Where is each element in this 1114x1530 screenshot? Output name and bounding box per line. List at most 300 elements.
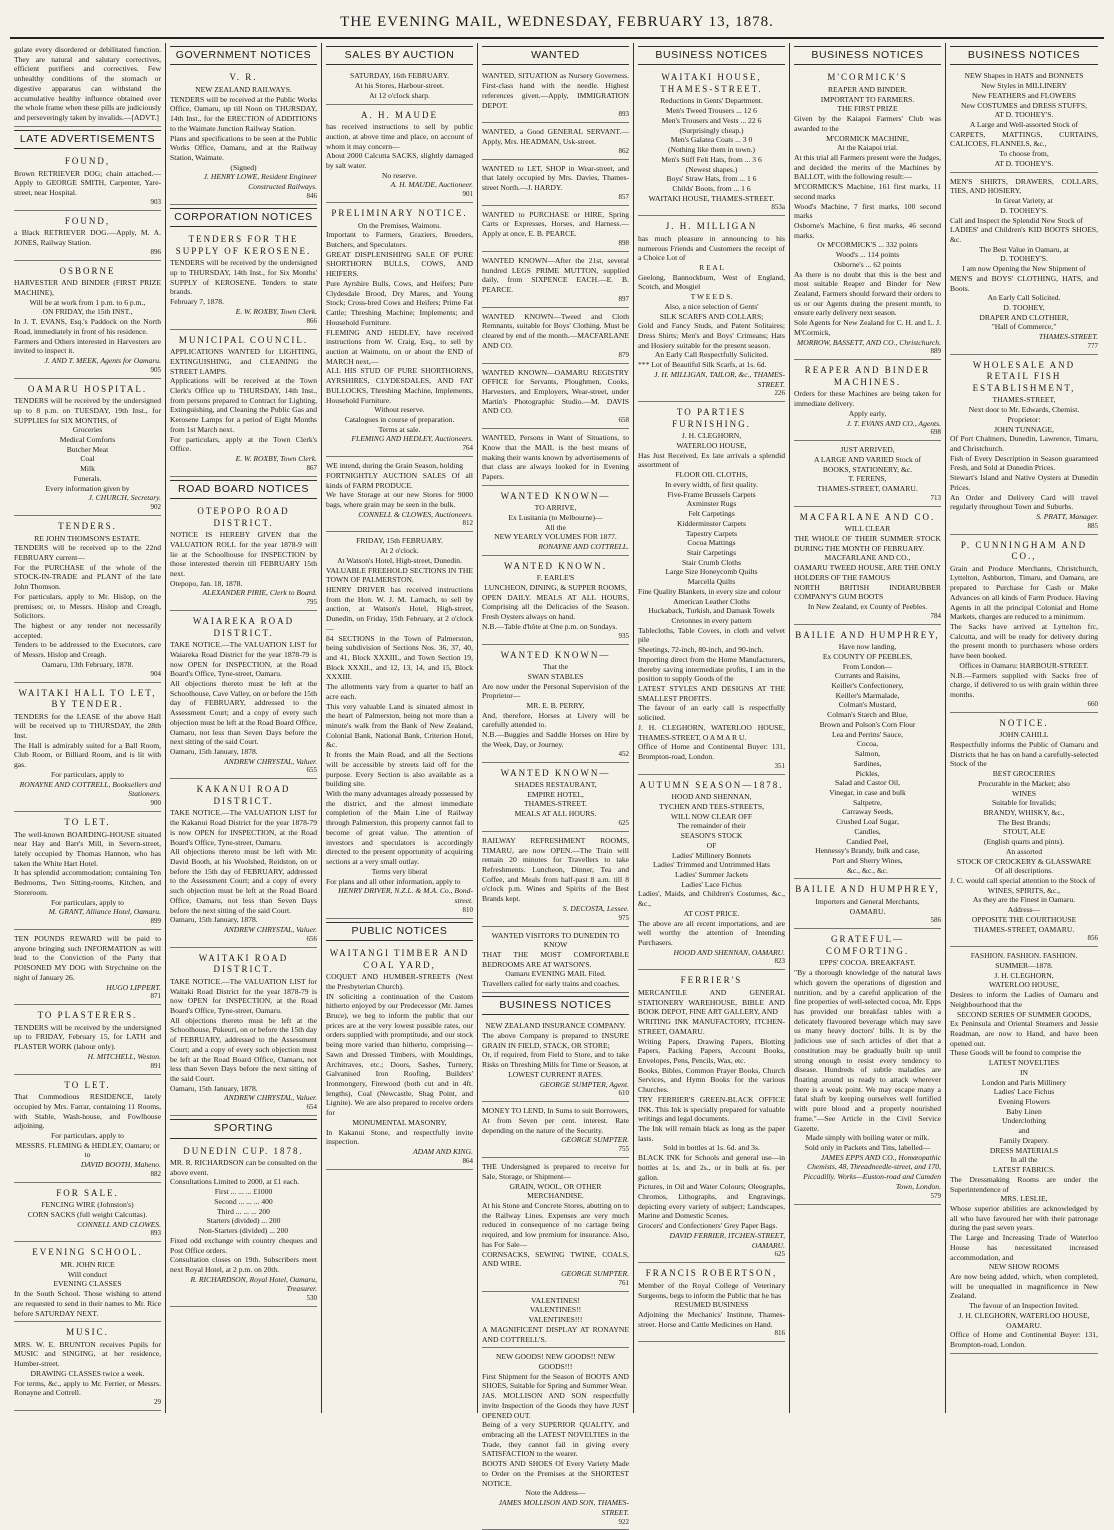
ad-text-line: At his Stores, Harbour-street.	[354, 81, 445, 91]
ad-text-line: SATURDAY, 16th FEBRUARY.	[349, 71, 450, 81]
ad-text-line: SECOND SERIES OF SUMMER GOODS,	[957, 1009, 1091, 1019]
ad-text-line: In Great Variety, at	[995, 196, 1053, 206]
ad-text-line: WATERLOO HOUSE,	[676, 441, 747, 451]
ad-text-line: Every information given by	[45, 483, 130, 493]
ad-text-line: A Large and Well-assorted Stock of	[969, 120, 1079, 130]
ad-title: M'CORMICK'S	[827, 72, 908, 83]
ad-text-line: Tapestry Carpets	[685, 528, 738, 538]
ad-text-line: M'CORMICK'S Machine, 161 first marks, 11 second marks	[794, 182, 941, 201]
ad-signature: ANDREW CHRYSTAL, Valuer.	[224, 1093, 317, 1103]
advertisement	[638, 218, 785, 402]
advertisement	[326, 69, 473, 104]
ad-text-line: Funerals.	[73, 473, 102, 483]
ad-text-line: WANTED KNOWN—OAMARU REGISTRY OFFICE for Servants, Ploughmen, Cooks, Harvesters, and Employers, Wear-street, under Martin's Photographic Studio.—M. DAVIS AND CO.	[482, 367, 629, 416]
ad-signature: E. W. ROXBY, Town Clerk.	[235, 306, 317, 316]
ad-text-line: GREAT DISPLENISHING SALE OF PURE SHORTHORN BULLS, COWS, AND HEIFERS.	[326, 249, 473, 279]
ad-number: 816	[774, 1329, 785, 1338]
ad-title: WANTED KNOWN—	[500, 767, 611, 778]
ad-signature: HUGO LIPPERT.	[106, 982, 161, 992]
ad-text-line: MEALS AT ALL HOURS.	[514, 809, 597, 819]
column-2	[166, 43, 322, 1413]
ad-text-line: JOHN TUNNAGE,	[994, 424, 1054, 434]
ad-number: 658	[618, 416, 629, 425]
ad-text-line: Made simply with boiling water or milk.	[805, 1133, 930, 1143]
advertisement	[794, 931, 941, 1204]
ad-text-line: NOTICE IS HEREBY GIVEN that the VALUATION ROLL for the year 1878-9 will lie at the Schoolhouse for INSPECTION by those interested therein till FEBRUARY 15th next.	[170, 530, 317, 578]
advertisement	[170, 503, 317, 611]
ad-text-line: To choose from,	[999, 149, 1049, 159]
ad-number: 862	[618, 146, 629, 155]
ad-text-line: JAS. MOLLISON AND SON respectfully invite Inspection of the Goods they have JUST OPENED OUT.	[482, 1391, 629, 1420]
ad-text-line: The Sacks have arrived at Lyttelton frc, Calcutta, and will be ready for delivery during the present month to purchasers whose orders have been booked.	[950, 621, 1098, 661]
advertisement	[14, 1077, 161, 1183]
ad-text-line: WAITAKI HOUSE, THAMES-STREET.	[648, 193, 775, 203]
ad-text-line: Proprietor:	[1007, 414, 1041, 424]
ad-text-line: For plans and all other information, apply to	[326, 876, 461, 886]
ad-text-line: The Dressmaking Rooms are under the Superintendence of	[950, 1174, 1098, 1194]
ad-text-line: As they are the Finest in Oamaru.	[972, 895, 1076, 905]
advertisement	[950, 537, 1098, 713]
ad-text-line: CORN SACKS (full weight Calcuttas).	[27, 1210, 148, 1220]
ad-text-line: Wood's Machine, 7 first marks, 100 second marks	[794, 201, 941, 221]
advertisement	[794, 881, 941, 929]
ad-text-line: Ex COUNTY OF PEEBLES,	[822, 651, 913, 661]
ad-text-line: WANTED to LET, SHOP in Wear-street, and that lately occupied by Mrs. Davies, Thames-street North.—J. HARDY.	[482, 163, 629, 193]
ad-number: 698	[930, 428, 941, 437]
column-4	[478, 43, 634, 1526]
ad-text-line: London and Paris Millinery	[981, 1077, 1067, 1087]
ad-text-line: THAMES-STREET, OAMARU.	[817, 484, 918, 494]
ad-title: KAKANUI ROAD DISTRICT.	[196, 784, 291, 806]
ad-title: DUNEDIN CUP. 1878.	[183, 1145, 304, 1156]
ad-text-line: Gold and Fancy Studs, and Patent Solitaires; Dress Shirts; Men's and Boys' Crimeans; Hats and Hosiery suitable for the present season.	[638, 321, 785, 350]
ad-number: 889	[930, 347, 941, 356]
advertisement	[482, 647, 629, 763]
ad-number: 935	[618, 631, 629, 640]
ad-text-line: WANTED KNOWN—Tweed and Cloth Remnants, suitable for Boys' Clothing. Must be cleared by end of the month.—MACFARLANE AND CO.	[482, 311, 629, 350]
ad-number: 871	[150, 992, 161, 1001]
ad-text-line: Have now landing,	[838, 642, 897, 652]
ad-signature: ALEXANDER PIRIE, Clerk to Board.	[202, 588, 317, 598]
section-heading: ROAD BOARD NOTICES	[170, 480, 317, 499]
ad-title: FOR SALE.	[56, 1187, 119, 1198]
ad-text-line: Keiller's Marmalade,	[835, 690, 900, 700]
ad-text-line: Sole Agents for New Zealand for C. H. and L. J. M'Cormick,	[794, 318, 941, 337]
ad-text-line: At 2 o'clock.	[380, 546, 419, 556]
ad-title: EVENING SCHOOL.	[32, 1247, 143, 1258]
ad-text-line: Milk	[80, 464, 95, 474]
ad-text-line: LOWEST CURRENT RATES.	[508, 1069, 603, 1079]
ad-text-line: FENCING WIRE (Johnston's)	[41, 1200, 134, 1210]
ad-number: 893	[618, 110, 629, 119]
ad-text-line: TEN POUNDS REWARD will be paid to anyone bringing such INFORMATION as will lead to the Conviction of the Party that POISONED MY DOG with Strychnine on the night of January 26.	[14, 933, 161, 982]
ad-text-line: WINES, SPIRITS, &c.,	[987, 885, 1061, 895]
ad-number: 893	[150, 1229, 161, 1238]
ad-text-line: As there is no doubt that this is the best and most suitable Reaper and Binder for New Zealand, Farmers should forward their orders to us or our Agents during the present month, to ensure early delivery next season.	[794, 269, 941, 318]
ad-text-line: Sheetings, 72-inch, 80-inch, and 90-inch.	[638, 645, 764, 655]
advertisement	[482, 366, 629, 430]
advertisement	[638, 1265, 785, 1342]
ad-number: 891	[150, 1061, 161, 1070]
ad-text-line: VALUABLE FREEHOLD SECTIONS IN THE TOWN OF PALMERSTON.	[326, 565, 473, 585]
advertisement	[14, 932, 161, 1005]
ad-text-line: N.B.—Farmers supplied with Sacks free of charge, if delivered to us with grain within three months.	[950, 670, 1098, 700]
ad-text-line: The favour of an early call is respectfully solicited.	[638, 703, 785, 723]
ad-number: 975	[618, 913, 629, 922]
ad-text-line: J. H. CLEGHORN,	[994, 970, 1054, 980]
ad-number: 351	[774, 761, 785, 770]
ad-number: 846	[306, 191, 317, 200]
ad-signature: ANDREW CHRYSTAL, Valuer.	[224, 756, 317, 766]
ad-title: WANTED KNOWN.	[504, 560, 607, 571]
ad-text-line: R E A L	[699, 263, 724, 272]
ad-text-line: Member of the Royal College of Veterinary Surgeons, begs to inform the Public that he has	[638, 1280, 785, 1300]
ad-text-line: Catalogues in course of preparation.	[344, 414, 455, 424]
ad-signature: J. CHURCH, Secretary.	[88, 493, 161, 503]
ad-number: 856	[1087, 934, 1098, 943]
ad-number: 226	[774, 389, 785, 398]
advertisement	[638, 69, 785, 216]
ad-text-line: In Kakanui Stone, and respectfully invite inspection.	[326, 1127, 473, 1147]
advertisement	[482, 431, 629, 486]
advertisement	[14, 153, 161, 211]
ad-number: 867	[306, 463, 317, 472]
ad-number: 625	[774, 1250, 785, 1259]
ad-number: 610	[618, 1089, 629, 1098]
ad-text-line: Osborne's ... 62 points	[833, 259, 902, 269]
advertisement	[638, 404, 785, 774]
ad-title: WAIAREKA ROAD DISTRICT.	[192, 616, 295, 638]
ad-text-line: All objections thereto must be left at the Schoolhouse, Cave Valley, on or before the 15th day of FEBRUARY, addressed to the Assessment Court; and a copy of every such objection must be left at the Road Board Office, Oamaru, not less than Seven Days before the next sitting of the said Court.	[170, 679, 317, 747]
ad-text-line: Fixed odd exchange with country cheques and Post Office orders.	[170, 1235, 317, 1255]
ad-text-line: Salad and Castor Oil,	[835, 778, 900, 788]
ad-text-line: Fish of Every Description in Season guaranteed Fresh, and Sold at Dunedin Prices.	[950, 453, 1098, 473]
ad-text-line: Port and Sherry Wines,	[832, 855, 903, 865]
ad-text-line: Orders for these Machines are being taken for immediate delivery.	[794, 389, 941, 409]
ad-text-line: An Early Call Respectfully Solicited.	[654, 350, 769, 360]
advertisement	[14, 1007, 161, 1074]
ad-text-line: WRITING INK MANUFACTORY, ITCHEN-STREET, OAMARU.	[638, 1017, 785, 1036]
advertisement	[638, 777, 785, 971]
ad-number: 901	[462, 190, 473, 199]
ad-signature: DAVID BOOTH, Maheno.	[80, 1160, 161, 1170]
ad-text-line: "Hall of Commerce,"	[991, 322, 1057, 332]
ad-title: TO PLASTERERS.	[37, 1010, 138, 1021]
ad-text-line: ON FRIDAY, the 15th INST.,	[42, 307, 133, 317]
ad-signature: HOOD AND SHENNAN, OAMARU.	[673, 947, 785, 957]
advertisement	[794, 627, 941, 880]
ad-text-line: Farmers and Others interested in Harvesters are invited to inspect it.	[14, 336, 161, 356]
ad-text-line: WANTED, a Good GENERAL SERVANT.—Apply, Mrs. HEADMAN, Usk-street.	[482, 127, 629, 146]
ad-text-line: Address—	[1007, 905, 1041, 915]
ad-text-line: D. TOOHEY,	[1003, 302, 1045, 312]
ad-text-line: Men's Galatea Coats ... 3 0	[670, 135, 753, 145]
advertisement	[482, 125, 629, 159]
ad-signature: MORROW, BASSETT, AND CO., Christchurch.	[796, 337, 941, 347]
ad-signature: R. RICHARDSON, Royal Hotel, Oamaru, Treasurer.	[190, 1274, 317, 1294]
ad-text-line: Stair Crumb Cloths	[681, 557, 742, 567]
ad-number: 812	[462, 519, 473, 528]
ad-text-line: Pickles,	[855, 768, 880, 778]
ad-text-line: At Watson's Hotel, High-street, Dunedin.	[337, 555, 462, 565]
ad-text-line: TENDERS for the LEASE of the above Hall will be received up to THURSDAY, the 28th Inst.	[14, 711, 161, 741]
ad-text-line: "By a thorough knowledge of the natural laws which govern the operations of digestion and nutrition, and by a careful application of the fine properties of well-selected cocoa, Mr. Epps has provided our breakfast tables with a delicately flavoured beverage which may save us many heavy doctors' bills. It is by the judicious use of such articles of diet that a constitution may be gradually built up until strong enough to resist every tendency to disease. Hundreds of subtle maladies are floating around us ready to attack wherever there is a weak point. We may escape many a fatal shaft by keeping ourselves well fortified with pure blood and a properly nourished frame."—See Article in the Civil Service Gazette.	[794, 968, 941, 1133]
ad-text-line: Evening Flowers	[998, 1097, 1050, 1107]
ad-signature: RONAYNE AND COTTRELL.	[538, 542, 629, 552]
advertisement	[170, 1143, 317, 1308]
ad-text-line: THAMES-STREET, OAMARU.	[973, 924, 1075, 934]
ad-text-line: OPEN DAILY. MEALS AT ALL HOURS, Comprising all the Delicacies of the Season. Fresh Oysters always on hand.	[482, 592, 629, 622]
advertisement	[170, 781, 317, 947]
ad-text-line: All the	[545, 522, 566, 532]
ad-text-line: Given by the Kaiapoi Farmers' Club was awarded to the	[794, 114, 941, 133]
ad-text-line: Apply early,	[848, 408, 887, 418]
advertisement	[482, 1350, 629, 1530]
ad-signature: S. PRATT, Manager.	[1036, 511, 1098, 521]
ad-text-line: and	[1018, 1126, 1030, 1136]
ad-text-line: Osborne's Machine, 6 first marks, 46 second marks.	[794, 221, 941, 240]
ad-text-line: NORTH BRITISH INDIARUBBER COMPANY'S GUM BOOTS	[794, 582, 941, 602]
ad-text-line: BLACK INK for Schools and general use—in bottles at 1s. and 2s., or in bulk at 6s. per gallon.	[638, 1153, 785, 1182]
ad-text-line: TENDERS will be received by the undersigned up to 8 p.m. on TUESDAY, 19th Inst., for SUPPLIES for SIX MONTHS, of	[14, 396, 161, 425]
ad-title: TO PARTIES FURNISHING.	[672, 407, 751, 429]
ad-signature: THAMES-STREET.	[1038, 332, 1098, 342]
ad-text-line: In all the	[1010, 1155, 1038, 1165]
ad-signature: HENRY DRIVER, N.Z.L. & M.A. Co., Bond-street.	[338, 886, 473, 905]
ad-signature: ANDREW CHRYSTAL, Valuer.	[224, 925, 317, 935]
ad-text-line: Candles,	[854, 826, 881, 836]
ad-text-line: (Nothing like them in town.)	[667, 145, 756, 155]
ad-title: A. H. MAUDE	[361, 109, 438, 120]
ad-title: REAPER AND BINDER MACHINES.	[804, 365, 931, 387]
ad-text-line: Third ... ... ... 200	[217, 1206, 270, 1216]
ad-text-line: This very valuable Land is situated almost in the heart of Palmerston, being not more than a minute's walk from the Bank of New Zealand, Colonial Bank, National Bank, Criterion Hotel, &c.	[326, 701, 473, 750]
ad-text-line: Brown and Polson's Corn Flour	[819, 719, 916, 729]
ad-title: FOUND,	[64, 215, 111, 226]
ad-text-line: In New Zealand, ex County of Peebles.	[807, 601, 928, 611]
ad-date: Otepopo, Jan. 18, 1878.	[170, 578, 243, 588]
section-heading: SALES BY AUCTION	[326, 46, 473, 65]
ad-text-line: IN	[1019, 1067, 1028, 1077]
ad-title: WAITAKI HOUSE, THAMES-STREET.	[660, 72, 763, 94]
ad-text-line: WILL CLEAR	[844, 524, 891, 534]
ad-text-line: SUMMER—1878.	[995, 960, 1053, 970]
ad-text-line: Being of a very SUPERIOR QUALITY, and embracing all the LATEST NOVELTIES in the Trade, they cannot fail in giving every SATISFACTION to the wearer.	[482, 1420, 629, 1459]
ad-text-line: Stewart's Island and Native Oysters at Dunedin Prices.	[950, 473, 1098, 492]
ad-text-line: These Goods will be found to comprise the	[950, 1048, 1081, 1058]
ad-text-line: MR. E. B. PERRY,	[526, 700, 585, 710]
ad-text-line: LATEST STYLES AND DESIGNS AT THE SMALLEST PROFITS.	[638, 684, 785, 703]
advertisement	[14, 685, 161, 812]
advertisement	[482, 765, 629, 832]
ad-text-line: NEW Shapes in HATS and BONNETS	[964, 71, 1084, 81]
ad-text-line: THE WHOLE OF THEIR SUMMER STOCK DURING THE MONTH OF FEBRUARY.	[794, 533, 941, 553]
ad-text-line: I am now Opening the New Shipment of	[962, 264, 1086, 274]
ad-title: TENDERS.	[58, 521, 117, 532]
ad-text-line: American Leather Cloths	[673, 596, 750, 606]
ad-text-line: Desires to inform the Ladies of Oamaru and Neighbourhood that the	[950, 990, 1098, 1009]
ad-number: 579	[930, 1191, 941, 1200]
ad-text-line: N.B.—Buggies and Saddle Horses on Hire by the Week, Day, or Journey.	[482, 730, 629, 749]
ad-text-line: NEW ZEALAND RAILWAYS.	[195, 84, 292, 94]
ad-text-line: SHADES RESTAURANT,	[514, 780, 597, 790]
ad-text-line: MRS. LESLIE,	[1000, 1194, 1048, 1204]
ad-text-line: Writing Papers, Drawing Papers, Blotting Papers, Packing Papers, Account Books, Envelopes, Pens, Pencils, Wax, etc.	[638, 1036, 785, 1065]
ad-number: 896	[150, 247, 161, 256]
ad-text-line: F. EARLE'S	[536, 573, 575, 583]
ad-text-line: TENDERS will be received at the Public Works Office, Oamaru, up till Noon on THURSDAY, 14th Inst., for the ERECTION of ADDITIONS to the Waimate Junction Railway Station.	[170, 94, 317, 133]
ad-text-line: The Ink will remain black as long as the paper lasts.	[638, 1123, 785, 1143]
advertisement	[14, 1185, 161, 1243]
ad-text-line: For particulars, apply to	[51, 1130, 124, 1140]
ad-number: 755	[618, 1145, 629, 1154]
ad-text-line: Importers and General Merchants,	[815, 896, 920, 906]
ad-text-line: J. C. would call special attention to the Stock of	[950, 875, 1096, 885]
ad-text-line: Colman's Starch and Blue,	[827, 710, 908, 720]
ad-title: J. H. MILLIGAN	[665, 221, 758, 232]
section-heading: WANTED	[482, 46, 629, 65]
ad-text-line: Medical Comforts	[59, 435, 116, 445]
ad-text-line: WINES	[1011, 788, 1037, 798]
ad-text-line: FLOOR OIL CLOTHS,	[675, 470, 748, 480]
ad-number: 885	[1087, 521, 1098, 530]
ad-text-line: Butcher Meat	[66, 444, 109, 454]
ad-text-line: Without reserve.	[374, 405, 425, 415]
ad-text-line: NEW YEARLY VOLUMES FOR 1877.	[494, 532, 617, 542]
ad-title: WAITAKI HALL TO LET, BY TENDER.	[18, 687, 157, 710]
ad-text-line: An assorted	[1005, 846, 1043, 856]
columns-container	[10, 43, 1104, 1526]
advertisement	[170, 613, 317, 779]
ad-text-line: Office of Home and Continental Buyer: 131, Brompton-road, London.	[638, 742, 785, 762]
ad-text-line: At this trial all Farmers present were the Judges, and decided the merits of the Machines by BALLOT, with the following result:—	[794, 152, 941, 182]
section-heading: SPORTING	[170, 1119, 317, 1138]
ad-text-line: (English quarts and pints).	[983, 837, 1065, 847]
ad-title: FRANCIS ROBERTSON,	[645, 1268, 778, 1279]
ad-text-line: APPLICATIONS WANTED for LIGHTING, EXTINGUISHING, and CLEANING the STREET LAMPS.	[170, 347, 317, 376]
ad-text-line: Grain and Produce Merchants, Christchurch, Lyttelton, Ashburton, Timaru, and Oamaru, are prepared to Purchase for Cash or Make Advances on all kinds of Farm Produce. Having Agents in all the principal Colonial and Home Markets, charges are reduced to a minimum.	[950, 563, 1098, 622]
ad-signature: FLEMING AND HEDLEY, Auctioneers.	[351, 434, 473, 444]
ad-number: 898	[618, 238, 629, 247]
ad-text-line: MACFARLANE AND CO.,	[824, 553, 911, 563]
ad-text-line: At the Kaiapoi trial.	[837, 143, 898, 153]
ad-text-line: For particulars, apply to Mr. Hislop, on the premises; or, to Messrs. Hislop and Creagh, Solicitors.	[14, 591, 161, 621]
ad-title: FOUND,	[64, 156, 111, 167]
ad-text-line: New COSTUMES and DRESS STUFFS,	[961, 100, 1087, 110]
ad-text-line: NEW SHOW ROOMS	[988, 1262, 1060, 1272]
ad-number: 29	[154, 1398, 161, 1407]
ad-text-line: Fine Quality Blankets, in every size and colour	[638, 586, 781, 596]
ad-signature: GEORGE SUMPTER.	[561, 1269, 629, 1279]
ad-text-line: Underclothing	[1002, 1116, 1046, 1126]
ad-text-line: An Order and Delivery Card will travel regularly throughout Town and Suburbs.	[950, 492, 1098, 512]
advertisement	[950, 69, 1098, 172]
advertisement	[14, 213, 161, 261]
ad-text-line: EMPIRE HOTEL,	[527, 789, 584, 799]
ad-text-line: EPPS' COCOA. BREAKFAST.	[819, 958, 916, 968]
ad-text-line: MONUMENTAL MASONRY,	[352, 1117, 447, 1127]
ad-text-line: The above are all recent importations, and are well worthy the attention of Intending Purchasers.	[638, 918, 785, 948]
ad-text-line: Of Port Chalmers, Dunedin, Lawrence, Timaru, and Christchurch.	[950, 434, 1098, 453]
advertisement	[482, 1160, 629, 1292]
ad-text-line: Sold in bottles at 1s. 6d. and 3s.	[663, 1143, 760, 1153]
ad-date: Oamaru, 15th January, 1878.	[170, 747, 258, 757]
ad-text-line: LATEST NOVELTIES	[988, 1058, 1060, 1068]
ad-number: 810	[462, 905, 473, 914]
ad-number: 655	[306, 766, 317, 775]
ad-title: MUSIC.	[66, 1327, 109, 1338]
ad-text-line: With the many advantages already possessed by the district, and the almost immediate completion of the Main Line of Railway through Palmerston, this property cannot fail to become of great value. The attention of investors and speculators is accordingly directed to the present opportunity of acquiring sections at a very small outlay.	[326, 789, 473, 867]
ad-number: 882	[150, 1169, 161, 1178]
ad-text-line: A MAGNIFICENT DISPLAY AT RONAYNE AND COTTRELL'S.	[482, 1324, 629, 1344]
ad-text-line: The above Company is prepared to INSURE GRAIN IN FIELD, STACK, OR STORE;	[482, 1031, 629, 1050]
ad-text-line: Pictures, in Oil and Water Colours; Oleographs, Chromos, Lithographs, and Engravings, depicting every variety of subject; Landscapes, Marine and Domestic Scenes.	[638, 1182, 785, 1221]
ad-text-line: LADIES' and Children's KID BOOTS SHOES, &c.	[950, 225, 1098, 244]
ad-text-line: Important to Farmers, Graziers, Breeders, Butchers, and Speculators.	[326, 230, 473, 250]
ad-text-line: Ladies' Summer Jackets	[674, 869, 749, 879]
ad-text-line: TENDERS will be received by the undersigned up to THURSDAY, 14th Inst., for Six Months' SUPPLY of KEROSENE. Tenders to state brands.	[170, 258, 317, 297]
ad-text-line: REAPER AND BINDER.	[827, 84, 908, 94]
ad-text-line: J. H. CLEGHORN, WATERLOO HOUSE, THAMES-STREET, O A M A R U.	[638, 722, 785, 742]
ad-text-line: All objections thereto must be left at the Schoolhouse, Pukeuri, on or before the 15th day of FEBRUARY, addressed to the Assessment Court; and a copy of every such objection must be left at the Road Board Office, Oamaru, not less than Seven Days before the next sitting of the said Court.	[170, 1015, 317, 1083]
ad-text-line: Procurable in the Market; also	[978, 778, 1070, 788]
ad-title: TENDERS FOR THE SUPPLY OF KEROSENE.	[175, 234, 312, 256]
advertisement	[794, 362, 941, 441]
ad-text-line: Plans and specifications to be seen at the Public Works Office, Oamaru, and at the Railway Station, Waimate.	[170, 133, 317, 162]
ad-title: PRELIMINARY NOTICE.	[331, 208, 468, 219]
ad-title: NOTICE.	[999, 717, 1049, 728]
ad-text-line: TAKE NOTICE.—The VALUATION LIST for Waitaki Road District for the year 1878-79 is now OPEN for INSPECTION, at the Road Board's Office, Tyne-street, Oamaru.	[170, 976, 317, 1015]
ad-text-line: Vinegar, in case and bulk	[829, 787, 906, 797]
ad-text-line: N.B.—Table d'hôte at One p.m. on Sundays.	[482, 621, 618, 631]
ad-text-line: MONEY TO LEND, In Sums to suit Borrowers,	[482, 1106, 629, 1116]
ad-text-line: MRS. W. E. BRUNTON receives Pupils for MUSIC and SINGING, at her residence, Humber-street.	[14, 1339, 161, 1369]
ad-text-line: AT COST PRICE.	[683, 908, 740, 918]
ad-text-line: RE JOHN THOMSON'S ESTATE.	[34, 533, 141, 543]
ad-number: 530	[306, 1294, 317, 1303]
ad-text-line: OPPOSITE THE COURTHOUSE	[971, 914, 1077, 924]
ad-text-line: Terms at sale.	[378, 424, 421, 434]
ad-text-line: For particulars, apply to	[51, 769, 124, 779]
section-heading: PUBLIC NOTICES	[326, 922, 473, 941]
ad-text-line: IMPORTANT TO FARMERS.	[820, 94, 915, 104]
ad-title: OTEPOPO ROAD DISTRICT.	[197, 506, 290, 528]
ad-number: 654	[306, 1103, 317, 1112]
ad-text-line: DRESS MATERIALS	[989, 1145, 1059, 1155]
ad-text-line: Or M'CORMICK'S ... 332 points	[817, 240, 918, 250]
ad-text-line: AT D. TOOHEY'S.	[994, 110, 1054, 120]
ad-text-line: CORNSACKS, SEWING TWINE, COALS, AND WIRE.	[482, 1249, 629, 1269]
ad-text-line: In the South School. Those wishing to attend are requested to send in their names to Mr. Rice before SATURDAY NEXT.	[14, 1289, 161, 1318]
ad-text-line: The highest or any tender not necessarily accepted.	[14, 621, 161, 640]
ad-signature: M. GRANT, Alliance Hotel, Oamaru.	[48, 907, 161, 917]
ad-text-line: Whose superior abilities are acknowledged by all who have favoured her with their patronage during the past seven years.	[950, 1203, 1098, 1233]
ad-text-line: First ... ... ... £1000	[214, 1187, 273, 1197]
ad-text-line: MERCANTILE AND GENERAL STATIONERY WAREHOUSE, BIBLE AND BOOK DEPOT, FINE ART GALLERY, AND	[638, 987, 785, 1017]
ad-text-line: Sold only in Packets and Tins, labelled—	[804, 1143, 931, 1153]
ad-text-line: SEASON'S STOCK	[680, 831, 743, 841]
ad-text-line: Felt Carpetings	[688, 509, 735, 519]
ad-text-line: NEW ZEALAND INSURANCE COMPANY.	[485, 1021, 626, 1031]
ad-number: 903	[150, 197, 161, 206]
ad-text-line: Suitable for Invalids;	[991, 798, 1057, 808]
ad-text-line: Sardines,	[853, 758, 882, 768]
ad-text-line: First Shipment for the Season of BOOTS AND SHOES, Suitable for Spring and Summer Wear.	[482, 1371, 629, 1391]
ad-text-line: Will be at work from 1 p.m. to 6 p.m.,	[29, 297, 146, 307]
ad-text-line: CARPETS, MATTINGS, CURTAINS, CALICOES, FLANNELS, &c.,	[950, 129, 1098, 149]
advertisement	[482, 208, 629, 252]
ad-title: TO LET.	[64, 1079, 111, 1090]
